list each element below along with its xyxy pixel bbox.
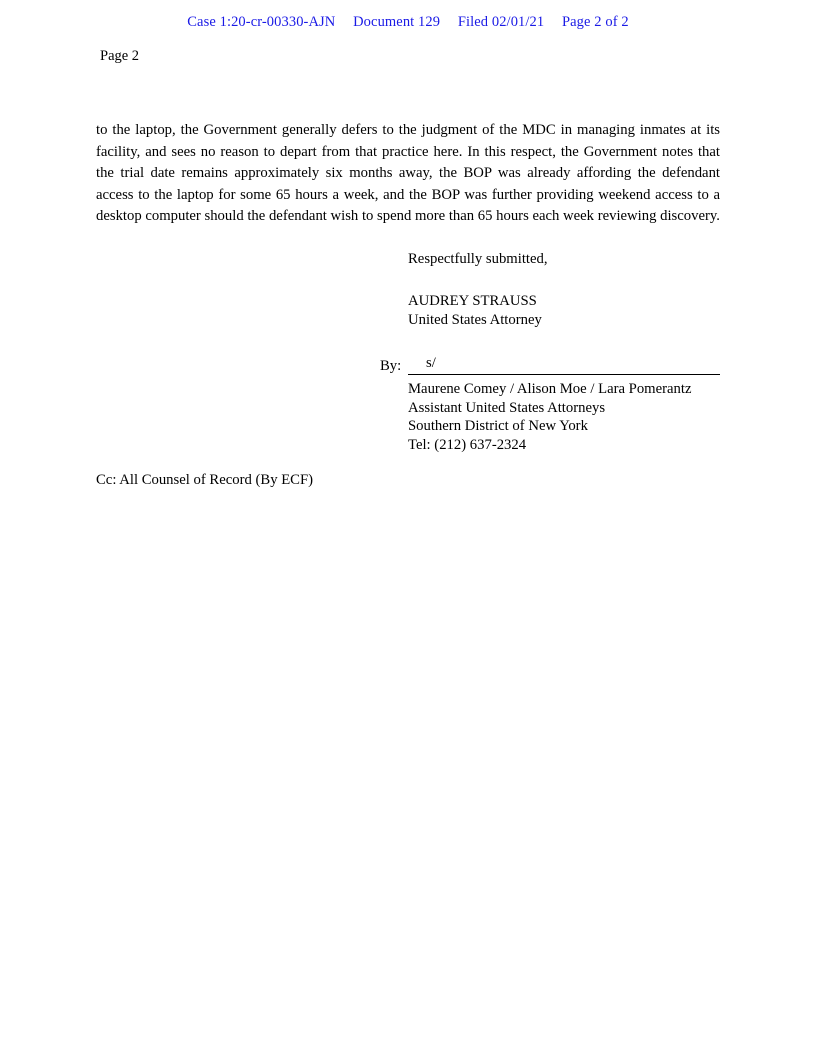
signer-title: United States Attorney xyxy=(408,311,542,328)
ecf-filed-date: Filed 02/01/21 xyxy=(457,14,545,30)
attorney-title: Assistant United States Attorneys xyxy=(408,399,606,416)
attorney-district: Southern District of New York xyxy=(408,418,588,435)
by-label: By: xyxy=(380,358,402,374)
attorney-names: Maurene Comey / Alison Moe / Lara Pomerantz xyxy=(408,381,692,397)
ecf-page-number: Page 2 of 2 xyxy=(561,14,629,30)
respectfully-submitted-line: Respectfully submitted, xyxy=(408,251,548,267)
ecf-stamp-header xyxy=(0,14,816,31)
ecf-document-number: Document 129 xyxy=(353,14,441,30)
signer-name: AUDREY STRAUSS xyxy=(408,293,537,310)
signature-spacer xyxy=(408,268,738,292)
body-paragraph: to the laptop, the Government generally defers to the judgment of the MDC in managing inmates at its facility, and sees no reason to depart from that practice here. In this respect, the Government notes that the trial date remains approximately six months away, the BOP was already affording the defendant access to the laptop for some 65 hours a week, and the BOP was further providing weekend access to a desktop computer should the defendant wish to spend more than 65 hours each week reviewing discovery. xyxy=(96,122,720,225)
page-label: Page 2 xyxy=(100,48,140,64)
cc-line: Cc: All Counsel of Record (By ECF) xyxy=(96,472,314,488)
signature-block xyxy=(408,250,738,329)
electronic-signature-mark: s/ xyxy=(426,355,436,371)
attorney-phone: Tel: (212) 637-2324 xyxy=(408,437,527,454)
ecf-case-number: Case 1:20-cr-00330-AJN xyxy=(187,14,336,30)
signature-rule xyxy=(408,374,720,375)
attorney-details xyxy=(408,380,738,455)
